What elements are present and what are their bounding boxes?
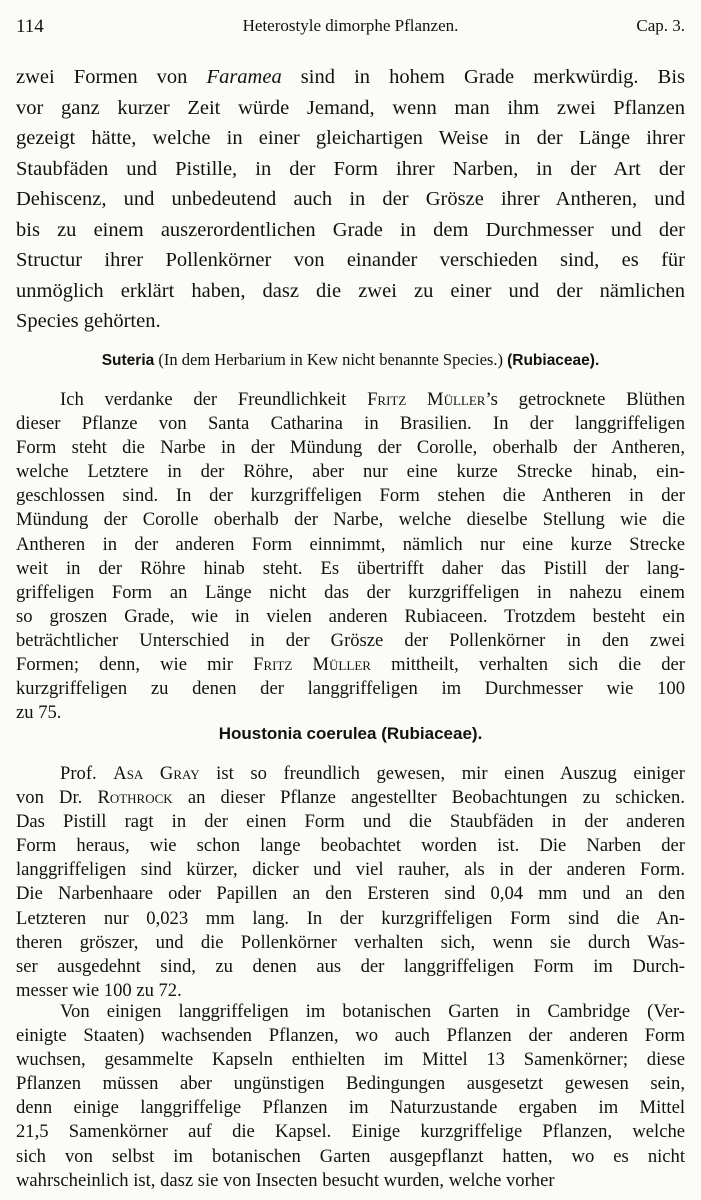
- small-caps-name: Rothrock: [97, 787, 173, 809]
- section-heading-suteria: [16, 348, 685, 373]
- section-heading-houstonia: [16, 722, 685, 746]
- text-line: [16, 93, 685, 124]
- text-line: [16, 786, 685, 810]
- running-title: Heterostyle dimorphe Pflanzen.: [242, 16, 459, 35]
- text-line: [16, 581, 685, 605]
- italic-text: Faramea: [206, 66, 282, 88]
- text-run: zu 75.: [16, 702, 62, 724]
- text-run: Dehiscenz, und unbedeutend auch in der Grösze ihrer Antheren, und: [16, 188, 685, 210]
- small-caps-name: Fritz Müller: [253, 654, 371, 676]
- text-line: [16, 1072, 685, 1096]
- text-run: griffeligen Form an Länge nicht das der kurzgriffeligen in nahezu einem: [16, 581, 685, 603]
- text-run: gezeigt hätte, welche in einer gleichartigen Weise in der Länge ihrer: [16, 127, 685, 149]
- text-run: Ich verdanke der Freundlichkeit: [60, 389, 368, 410]
- text-run: Letzteren nur 0,023 mm lang. In der kurzgriffeligen Form sind die An-: [16, 907, 685, 929]
- text-line: [16, 412, 685, 436]
- text-run: Structur ihrer Pollenkörner von einander verschieden sind, es für: [16, 249, 685, 271]
- text-line: [16, 276, 685, 307]
- text-line: [16, 245, 685, 276]
- text-line: [16, 388, 685, 412]
- family-name: (Rubiaceae).: [381, 724, 483, 743]
- text-line: [16, 215, 685, 246]
- text-line: [16, 653, 685, 677]
- text-run: Antheren in der anderen Form einnimmt, nämlich nur eine kurze Strecke: [16, 533, 685, 555]
- text-line: [16, 306, 685, 337]
- page-number: 114: [16, 16, 44, 37]
- text-line: [16, 1048, 685, 1072]
- paragraph-houstonia-1: [16, 762, 685, 1003]
- text-line: [16, 834, 685, 858]
- text-run: dieser Pflanze von Santa Catharina in Brasilien. In der langgriffeligen: [16, 413, 685, 435]
- genus-name: Suteria: [101, 352, 155, 369]
- text-line: [16, 677, 685, 701]
- text-run: Das Pistill ragt in der einen Form und die Staubfäden in der anderen: [16, 811, 685, 833]
- text-run: mittheilt, verhalten sich die der: [370, 654, 685, 676]
- text-run: langgriffeligen sind kürzer, dicker und viel rauher, als in der anderen Form.: [16, 859, 685, 881]
- text-line: [16, 1169, 685, 1193]
- text-line: [16, 1000, 685, 1024]
- text-run: Staubfäden und Pistille, in der Form ihrer Narben, in der Art der: [16, 157, 685, 180]
- text-run: welche Letztere in der Röhre, aber nur eine kurze Strecke hinab, ein-: [16, 461, 685, 483]
- text-run: 21,5 Samenkörner auf die Kapsel. Einige kurzgriffelige Pflanzen, welche: [16, 1121, 685, 1143]
- small-caps-name: Asa Gray: [113, 763, 200, 784]
- text-line: [16, 436, 685, 460]
- text-run: weit in der Röhre hinab steht. Es übertrifft daher das Pistill der lang-: [16, 557, 685, 579]
- chapter-label: Cap. 3.: [636, 16, 685, 35]
- text-run: zwei Formen von: [16, 66, 207, 88]
- text-run: wuchsen, gesammelte Kapseln enthielten im Mittel 13 Samenkörner; diese: [16, 1049, 685, 1071]
- text-line: [16, 858, 685, 882]
- paragraph-suteria: [16, 388, 685, 725]
- text-run: wahrscheinlich ist, dasz sie von Insecten besucht wurden, welche vorher: [16, 1169, 555, 1191]
- text-line: [16, 123, 685, 154]
- text-run: denn einige langgriffelige Pflanzen im Naturzustande ergaben im Mittel: [16, 1097, 685, 1119]
- text-run: Form steht die Narbe in der Mündung der Corolle, oberhalb der Antheren,: [16, 437, 685, 459]
- text-line: [16, 605, 685, 629]
- text-run: ist so freundlich gewesen, mir einen Auszug einiger: [199, 763, 685, 784]
- text-line: [16, 154, 685, 185]
- text-run: Von einigen langgriffeligen im botanischen Garten in Cambridge (Ver-: [60, 1001, 685, 1022]
- text-run: theren gröszer, und die Pollenkörner verhalten sich, wenn sie durch Was-: [16, 931, 685, 953]
- text-run: beträchtlicher Unterschied in der Grösze der Pollenkörner in den zwei: [16, 629, 685, 651]
- text-run: sind in hohem Grade merkwürdig. Bis: [281, 66, 685, 88]
- text-run: kurzgriffeligen zu denen der langgriffeligen im Durchmesser wie 100: [16, 678, 685, 700]
- text-run: Species gehörten.: [16, 310, 161, 332]
- text-line: [16, 1024, 685, 1048]
- page-header: [16, 16, 685, 46]
- text-run: von Dr.: [16, 787, 98, 809]
- text-line: [16, 810, 685, 834]
- text-run: vor ganz kurzer Zeit würde Jemand, wenn man ihm zwei Pflanzen: [16, 96, 685, 119]
- text-line: [16, 460, 685, 484]
- text-line: [16, 931, 685, 955]
- text-run: Prof.: [60, 763, 114, 784]
- text-run: messer wie 100 zu 72.: [16, 979, 182, 1001]
- text-line: [16, 1145, 685, 1169]
- text-line: [16, 629, 685, 653]
- text-run: Die Narbenhaare oder Papillen an den Ersteren sind 0,04 mm und an den: [16, 883, 685, 905]
- text-run: unmöglich erklärt haben, dasz die zwei zu einer und der nämlichen: [16, 279, 685, 302]
- text-line: [16, 508, 685, 532]
- text-run: Pflanzen müssen aber ungünstigen Bedingungen ausgesetzt gewesen sein,: [16, 1073, 685, 1095]
- paragraph-faramea: [16, 62, 685, 337]
- text-line: [16, 533, 685, 557]
- text-run: ser ausgedehnt sind, zu denen aus der langgriffeligen Form im Durch-: [16, 955, 685, 977]
- text-run: ’s getrocknete Blüthen: [485, 389, 685, 410]
- text-run: an dieser Pflanze angestellter Beobachtungen zu schicken.: [172, 787, 686, 809]
- text-run: bis zu einem auszerordentlichen Grade in dem Durchmesser und der: [16, 218, 685, 241]
- family-name: (Rubiaceae).: [507, 352, 600, 369]
- text-line: [16, 907, 685, 931]
- text-line: [16, 955, 685, 979]
- species-name: Houstonia coerulea: [218, 724, 377, 743]
- text-run: Mündung der Corolle oberhalb der Narbe, welche dieselbe Stellung wie die: [16, 509, 685, 531]
- text-run: sich von selbst im botanischen Garten ausgepflanzt hatten, wo es nicht: [16, 1145, 685, 1167]
- text-run: Form heraus, wie schon lange beobachtet worden ist. Die Narben der: [16, 835, 685, 857]
- text-line: [16, 557, 685, 581]
- text-run: einigte Staaten) wachsenden Pflanzen, wo auch Pflanzen der anderen Form: [16, 1025, 685, 1047]
- text-line: [16, 762, 685, 786]
- text-run: Formen; denn, wie mir: [16, 654, 254, 676]
- paragraph-houstonia-2: [16, 1000, 685, 1193]
- small-caps-name: Fritz Müller: [367, 389, 486, 410]
- text-line: [16, 484, 685, 508]
- heading-note: (In dem Herbarium in Kew nicht benannte Species.): [154, 350, 508, 369]
- text-line: [16, 62, 685, 93]
- text-line: [16, 882, 685, 906]
- text-run: geschlossen sind. In der kurzgriffeligen Form stehen die Antheren in der: [16, 485, 685, 507]
- text-line: [16, 184, 685, 215]
- text-run: so groszen Grade, wie in vielen anderen Rubiaceen. Trotzdem besteht ein: [16, 605, 685, 627]
- text-line: [16, 1120, 685, 1144]
- text-line: [16, 1096, 685, 1120]
